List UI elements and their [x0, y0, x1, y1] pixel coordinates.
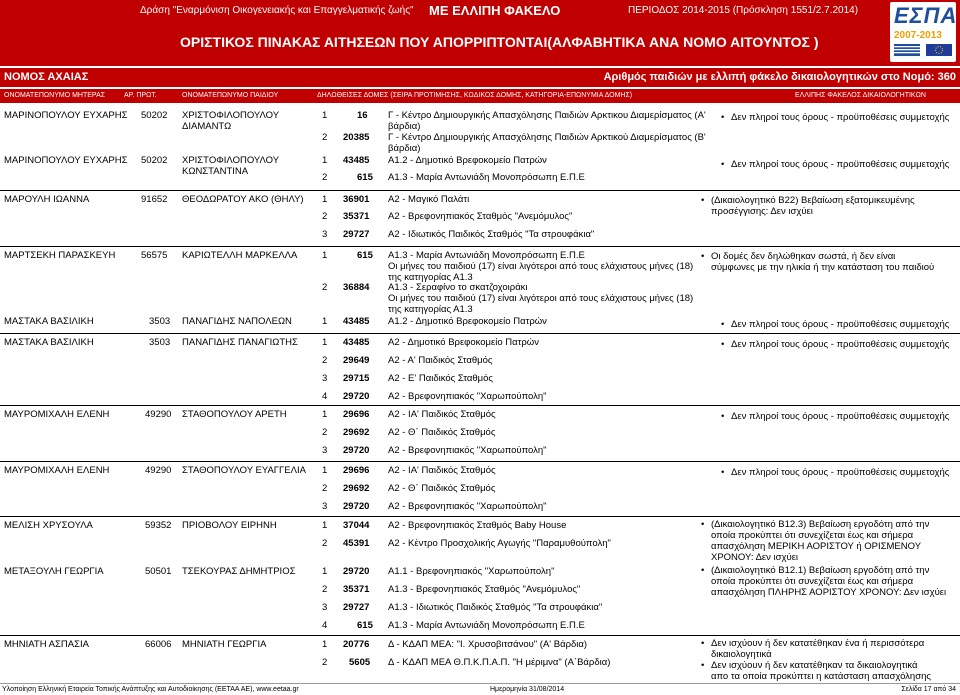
child-name-cont: ΚΩΝΣΤΑΝΤΙΝΑ	[182, 166, 249, 177]
protocol-number: 56575	[141, 250, 168, 261]
structure-name: Γ - Κέντρο Δημιουργικής Απασχόλησης Παιδιών Αρκτικού Διαμερίσματος (Β'	[388, 132, 706, 143]
preference-order: 2	[322, 355, 328, 366]
structure-name: Α1.3 - Βρεφονηπιακός Σταθμός "Ανεμόμυλος"	[388, 584, 581, 595]
col-structures: ΔΗΛΩΘΕΙΣΕΣ ΔΟΜΕΣ (ΣΕΙΡΑ ΠΡΟΤΙΜΗΣΗΣ, ΚΩΔΙΚΟΣ ΔΟΜΗΣ, ΚΑΤΗΓΟΡΙΑ-ΕΠΩΝΥΜΙΑ ΔΟΜΗΣ)	[317, 92, 633, 99]
structure-name: Α2 - Α' Παιδικός Σταθμός	[388, 355, 493, 366]
child-name: ΚΑΡΙΩΤΕΛΛΗ ΜΑΡΚΕΛΛΑ	[182, 250, 298, 261]
structure-name: Α2 - ΙΑ' Παιδικός Σταθμός	[388, 409, 496, 420]
child-name: ΜΗΝΙΑΤΗ ΓΕΩΡΓΙΑ	[182, 639, 267, 650]
structure-name: Α2 - Κέντρο Προσχολικής Αγωγής "Παραμυθούπολη"	[388, 538, 611, 549]
column-headers	[0, 89, 960, 103]
col-mother: ΟΝΟΜΑΤΕΠΩΝΥΜΟ ΜΗΤΕΡΑΣ	[4, 92, 106, 99]
missing-docs-note: • Δεν πληροί τους όρους - προϋποθέσεις συμμετοχής	[731, 339, 949, 350]
page-footer	[0, 683, 960, 695]
structure-code: 37044	[343, 520, 370, 531]
preference-order: 3	[322, 501, 328, 512]
structure-name: Α1.3 - Μαρία Αντωνιάδη Μονοπρόσωπη Ε.Π.Ε	[388, 172, 585, 183]
child-name-cont: ΔΙΑΜΑΝΤΩ	[182, 121, 232, 132]
incomplete-file-label: ΜΕ ΕΛΛΙΠΗ ΦΑΚΕΛΟ	[429, 3, 561, 18]
missing-docs-note-cont: απασχόληση ΠΛΗΡΗΣ ΑΟΡΙΣΤΟΥ ΧΡΟΝΟΥ: Δεν ισχύει	[711, 587, 947, 598]
structure-code: 29727	[343, 229, 370, 240]
structure-name: Α1.3 - Μαρία Αντωνιάδη Μονοπρόσωπη Ε.Π.Ε	[388, 250, 585, 261]
mother-name: ΜΑΡΤΣΕΚΗ ΠΑΡΑΣΚΕΥΗ	[4, 250, 116, 261]
missing-docs-note: • (Δικαιολογητικό Β12.3) Βεβαίωση εργοδότη από την	[711, 519, 929, 530]
structure-name: Α2 - Ιδιωτικός Παιδικός Σταθμός "Τα στρουφάκια"	[388, 229, 595, 240]
structure-code: 29720	[343, 391, 370, 402]
missing-docs-note-cont: δικαιολογητικά	[711, 649, 772, 660]
mother-name: ΜΑΡΟΥΛΗ ΙΩΑΝΝΑ	[4, 194, 90, 205]
espa-logo: ΕΣΠΑ 2007-2013	[890, 2, 956, 62]
preference-order: 1	[322, 639, 328, 650]
protocol-number: 3503	[149, 316, 171, 327]
structure-code: 29649	[343, 355, 370, 366]
preference-order: 2	[322, 282, 328, 293]
structure-name: Α1.2 - Δημοτικό Βρεφοκομείο Πατρών	[388, 316, 547, 327]
protocol-number: 91652	[141, 194, 168, 205]
footer-credit: Υλοποίηση Ελληνική Εταιρεία Τοπικής Ανάπτυξης και Αυτοδιοίκησης (ΕΕΤΑΑ ΑΕ), www.eetaa.gr	[2, 686, 299, 693]
preference-order: 1	[322, 316, 328, 327]
missing-docs-note-cont: οποία προκύπτει ότι συνεχίζεται έως και σήμερα	[711, 530, 914, 541]
structure-code: 29715	[343, 373, 370, 384]
mother-name: ΜΑΣΤΑΚΑ ΒΑΣΙΛΙΚΗ	[4, 337, 94, 348]
structure-code: 29720	[343, 501, 370, 512]
preference-order: 3	[322, 229, 328, 240]
table-row	[0, 190, 960, 245]
structure-name: Α1.3 - Σεραφίνο το σκατζοχοιράκι	[388, 282, 528, 293]
structure-code: 615	[357, 250, 373, 261]
structure-code: 29727	[343, 602, 370, 613]
structure-name: Α2 - Βρεφονηπιακός "Χαρωπούπολη"	[388, 501, 547, 512]
footer-date: Ημερομηνία 31/08/2014	[490, 686, 565, 693]
missing-docs-note: • (Δικαιολογητικό Β12.1) Βεβαίωση εργοδότη από την	[711, 565, 929, 576]
missing-docs-note: • Δεν πληροί τους όρους - προϋποθέσεις συμμετοχής	[731, 319, 949, 330]
col-missing-docs: ΕΛΛΙΠΗΣ ΦΑΚΕΛΟΣ ΔΙΚΑΙΟΛΟΓΗΤΙΚΩΝ	[795, 92, 926, 99]
structure-code: 20385	[343, 132, 370, 143]
child-name: ΣΤΑΘΟΠΟΥΛΟΥ ΕΥΑΓΓΕΛΙΑ	[182, 465, 306, 476]
missing-docs-note: • Δεν πληροί τους όρους - προϋποθέσεις συμμετοχής	[731, 467, 949, 478]
structure-code: 16	[357, 110, 368, 121]
child-name: ΧΡΙΣΤΟΦΙΛΟΠΟΥΛΟΥ	[182, 110, 280, 121]
table-row	[0, 461, 960, 515]
document-header	[0, 0, 960, 66]
structure-code: 20776	[343, 639, 370, 650]
child-name: ΠΡΙΟΒΟΛΟΥ ΕΙΡΗΝΗ	[182, 520, 277, 531]
preference-order: 1	[322, 110, 328, 121]
missing-docs-note: • Δεν ισχύουν ή δεν κατατέθηκαν τα δικαιολογητικά	[711, 660, 918, 671]
table-row	[0, 405, 960, 459]
table-row	[0, 246, 960, 314]
structure-remark-cont: της κατηγορίας Α1.3	[388, 304, 473, 315]
col-protocol: ΑΡ. ΠΡΩΤ.	[124, 92, 157, 99]
preference-order: 1	[322, 566, 328, 577]
structure-code: 29696	[343, 409, 370, 420]
structure-name: Α2 - Θ΄ Παιδικός Σταθμός	[388, 483, 496, 494]
structure-name: Α2 - Βρεφονηπιακός Σταθμός Baby House	[388, 520, 567, 531]
table-row	[0, 635, 960, 682]
protocol-number: 66006	[145, 639, 172, 650]
missing-docs-note: • Δεν πληροί τους όρους - προϋποθέσεις συμμετοχής	[731, 411, 949, 422]
mother-name: ΜΑΡΙΝΟΠΟΥΛΟΥ ΕΥΧΑΡΗΣ	[4, 155, 128, 166]
preference-order: 1	[322, 465, 328, 476]
preference-order: 2	[322, 538, 328, 549]
structure-name-cont: βάρδια)	[388, 121, 421, 132]
structure-code: 36901	[343, 194, 370, 205]
table-row	[0, 108, 960, 152]
missing-docs-note-cont: ΧΡΟΝΟΥ: Δεν ισχύει	[711, 552, 799, 563]
mother-name: ΜΗΝΙΑΤΗ ΑΣΠΑΣΙΑ	[4, 639, 89, 650]
structure-code: 35371	[343, 584, 370, 595]
preference-order: 2	[322, 483, 328, 494]
mother-name: ΜΑΥΡΟΜΙΧΑΛΗ ΕΛΕΝΗ	[4, 465, 110, 476]
structure-name: Α2 - Μαγικό Παλάτι	[388, 194, 470, 205]
preference-order: 1	[322, 155, 328, 166]
structure-code: 29720	[343, 566, 370, 577]
preference-order: 1	[322, 194, 328, 205]
protocol-number: 49290	[145, 465, 172, 476]
page-title: ΟΡΙΣΤΙΚΟΣ ΠΙΝΑΚΑΣ ΑΙΤΗΣΕΩΝ ΠΟΥ ΑΠΟΡΡΙΠΤΟΝΤΑΙ(ΑΛΦΑΒΗΤΙΚΑ ΑΝΑ ΝΟΜΟ ΑΙΤΟΥΝΤΟΣ )	[180, 34, 819, 50]
prefecture-name: ΝΟΜΟΣ ΑΧΑΙΑΣ	[4, 71, 89, 83]
structure-name: Δ - ΚΔΑΠ ΜΕΑ: "Ι. Χρυσοβιτσάνου" (Α' Βάρδια)	[388, 639, 588, 650]
structure-code: 35371	[343, 211, 370, 222]
structure-name: Γ - Κέντρο Δημιουργικής Απασχόλησης Παιδιών Αρκτικου Διαμερίσματος (Α'	[388, 110, 706, 121]
child-name: ΤΣΕΚΟΥΡΑΣ ΔΗΜΗΤΡΙΟΣ	[182, 566, 296, 577]
structure-code: 29696	[343, 465, 370, 476]
child-name: ΧΡΙΣΤΟΦΙΛΟΠΟΥΛΟΥ	[182, 155, 280, 166]
child-name: ΘΕΟΔΩΡΑΤΟΥ ΑΚΟ (ΘΗΛΥ)	[182, 194, 304, 205]
action-title: Δράση "Εναρμόνιση Οικογενειακής και Επαγγελματικής ζωής"	[140, 5, 414, 16]
protocol-number: 50202	[141, 155, 168, 166]
missing-docs-note-cont: σύμφωνες με την ηλικία ή την κατάσταση του παιδιού	[711, 262, 935, 273]
missing-docs-note: • Δεν πληροί τους όρους - προϋποθέσεις συμμετοχής	[731, 112, 949, 123]
structure-name: Α1.2 - Δημοτικό Βρεφοκομείο Πατρών	[388, 155, 547, 166]
preference-order: 1	[322, 250, 328, 261]
preference-order: 2	[322, 427, 328, 438]
prefecture-bar	[0, 68, 960, 87]
child-name: ΣΤΑΘΟΠΟΥΛΟΥ ΑΡΕΤΗ	[182, 409, 287, 420]
structure-name: Α1.1 - Βρεφονηπιακός "Χαρωπούπολη"	[388, 566, 555, 577]
structure-name: Α2 - Βρεφονηπιακός "Χαρωπούπολη"	[388, 445, 547, 456]
structure-remark: Οι μήνες του παιδιού (17) είναι λιγότεροι από τους ελάχιστους μήνες (18)	[388, 293, 694, 304]
structure-name: Α2 - Θ΄ Παιδικός Σταθμός	[388, 427, 496, 438]
mother-name: ΜΑΡΙΝΟΠΟΥΛΟΥ ΕΥΧΑΡΗΣ	[4, 110, 128, 121]
preference-order: 2	[322, 657, 328, 668]
missing-docs-note: • Δεν ισχύουν ή δεν κατατέθηκαν ένα ή περισσότερα	[711, 638, 924, 649]
structure-name-cont: βάρδια)	[388, 143, 421, 154]
protocol-number: 50501	[145, 566, 172, 577]
mother-name: ΜΑΣΤΑΚΑ ΒΑΣΙΛΙΚΗ	[4, 316, 94, 327]
preference-order: 2	[322, 584, 328, 595]
structure-code: 43485	[343, 316, 370, 327]
missing-docs-note-cont: απο τα οποία προκύπτει η κατάσταση απασχόλησης	[711, 671, 931, 682]
mother-name: ΜΑΥΡΟΜΙΧΑΛΗ ΕΛΕΝΗ	[4, 409, 110, 420]
table-row	[0, 333, 960, 403]
structure-code: 29692	[343, 427, 370, 438]
structure-code: 29720	[343, 445, 370, 456]
protocol-number: 50202	[141, 110, 168, 121]
mother-name: ΜΕΛΙΣΗ ΧΡΥΣΟΥΛΑ	[4, 520, 93, 531]
preference-order: 1	[322, 337, 328, 348]
child-name: ΠΑΝΑΓΙΔΗΣ ΠΑΝΑΓΙΩΤΗΣ	[182, 337, 298, 348]
preference-order: 1	[322, 520, 328, 531]
protocol-number: 49290	[145, 409, 172, 420]
mother-name: ΜΕΤΑΞΟΥΛΗ ΓΕΩΡΓΙΑ	[4, 566, 104, 577]
col-child: ΟΝΟΜΑΤΕΠΩΝΥΜΟ ΠΑΙΔΙΟΥ	[182, 92, 279, 99]
protocol-number: 3503	[149, 337, 171, 348]
preference-order: 4	[322, 620, 328, 631]
structure-remark-cont: της κατηγορίας Α1.3	[388, 272, 473, 283]
structure-code: 615	[357, 620, 373, 631]
structure-name: Α2 - Βρεφονηπιακός "Χαρωπούπολη"	[388, 391, 547, 402]
preference-order: 2	[322, 132, 328, 143]
preference-order: 3	[322, 445, 328, 456]
table-row	[0, 153, 960, 187]
structure-name: Α1.3 - Μαρία Αντωνιάδη Μονοπρόσωπη Ε.Π.Ε	[388, 620, 585, 631]
structure-code: 36884	[343, 282, 370, 293]
structure-name: Α2 - ΙΑ' Παιδικός Σταθμός	[388, 465, 496, 476]
table-row	[0, 563, 960, 633]
structure-code: 29692	[343, 483, 370, 494]
missing-docs-note: • Δεν πληροί τους όρους - προϋποθέσεις συμμετοχής	[731, 159, 949, 170]
period-label: ΠΕΡΙΟΔΟΣ 2014-2015 (Πρόσκληση 1551/2.7.2014)	[628, 5, 859, 16]
preference-order: 3	[322, 373, 328, 384]
missing-docs-note-cont: οποία προκύπτει ότι συνεχίζεται έως και σήμερα	[711, 576, 914, 587]
preference-order: 2	[322, 172, 328, 183]
structure-code: 5605	[349, 657, 371, 668]
structure-code: 43485	[343, 155, 370, 166]
table-row	[0, 315, 960, 331]
structure-code: 615	[357, 172, 373, 183]
child-name: ΠΑΝΑΓΙΔΗΣ ΝΑΠΟΛΕΩΝ	[182, 316, 292, 327]
structure-remark: Οι μήνες του παιδιού (17) είναι λιγότεροι από τους ελάχιστους μήνες (18)	[388, 261, 694, 272]
preference-order: 4	[322, 391, 328, 402]
page-number: Σελίδα 17 από 34	[901, 686, 956, 693]
structure-name: Δ - ΚΔΑΠ ΜΕΑ Θ.Π.Κ.Π.Α.Π. "Η μέριμνα" (Α΄Βάρδια)	[388, 657, 611, 668]
preference-order: 1	[322, 409, 328, 420]
structure-name: Α2 - Δημοτικό Βρεφοκομείο Πατρών	[388, 337, 539, 348]
missing-docs-note-cont: απασχόληση ΜΕΡΙΚΗ ΑΟΡΙΣΤΟΥ ή ΟΡΙΣΜΕΝΟΥ	[711, 541, 922, 552]
missing-docs-note: • Οι δομές δεν δηλώθηκαν σωστά, ή δεν είναι	[711, 251, 895, 262]
structure-name: Α2 - Βρεφονηπιακός Σταθμός "Ανεμόμυλος"	[388, 211, 573, 222]
preference-order: 2	[322, 211, 328, 222]
protocol-number: 59352	[145, 520, 172, 531]
structure-name: Α2 - Ε' Παιδικός Σταθμός	[388, 373, 493, 384]
children-count: Αριθμός παιδιών με ελλιπή φάκελο δικαιολογητικών στο Νομό: 360	[603, 71, 956, 83]
structure-code: 45391	[343, 538, 370, 549]
missing-docs-note-cont: προσέγγισης: Δεν ισχύει	[711, 206, 813, 217]
missing-docs-note: • (Δικαιολογητικό Β22) Βεβαίωση εξατομικευμένης	[711, 195, 915, 206]
structure-name: Α1.3 - Ιδιωτικός Παιδικός Σταθμός "Τα στρουφάκια"	[388, 602, 603, 613]
structure-code: 43485	[343, 337, 370, 348]
table-row	[0, 516, 960, 563]
preference-order: 3	[322, 602, 328, 613]
